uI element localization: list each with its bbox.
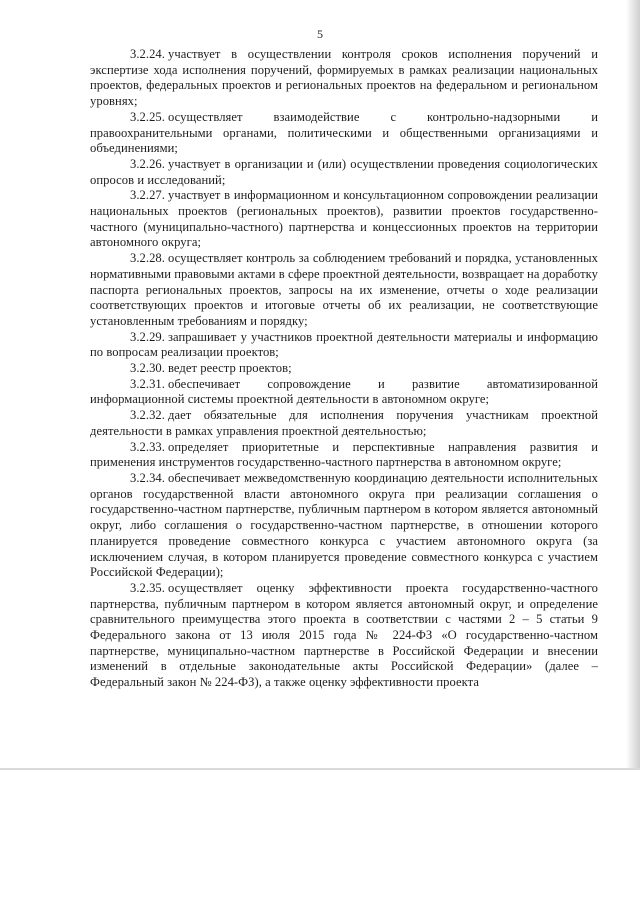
clause-text: осуществляет взаимодействие с контрольно-надзорными и правоохранительными органами, политическими и общественными организациями и объединениями; — [90, 109, 598, 156]
clause-text: дает обязательные для исполнения поручения участникам проектной деятельности в рамках управления проектной деятельностью; — [90, 408, 598, 438]
clause-number: 3.2.34. — [130, 470, 165, 485]
clause-text: осуществляет оценку эффективности проекта государственно-частного партнерства, публичным партнером в котором является автономный округ, и определение сравнительного преимущества этого проекта в соответствии с частями 2 – 5 статьи 9 Федерального закона от 13 июля 2015 года № 224-ФЗ «О государственно-частном партнерстве, муниципально-частном партнерстве в Российской Федерации и внесении изменений в отдельные законодательные акты Российской Федерации» (далее – Федеральный закон № 224-ФЗ), а также оценку эффективности проекта — [90, 580, 598, 690]
clause-number: 3.2.26. — [130, 156, 165, 171]
clause-text: определяет приоритетные и перспективные направления развития и применения инструментов государственно-частного партнерства в автономном округе; — [90, 439, 598, 470]
clause-number: 3.2.32. — [130, 408, 165, 423]
clause-3-2-35 — [90, 581, 598, 691]
clause-3-2-25 — [90, 110, 598, 157]
clause-text: запрашивает у участников проектной деятельности материалы и информацию по вопросам реализации проектов; — [90, 329, 598, 360]
clause-3-2-30 — [90, 361, 598, 377]
clause-text: участвует в организации и (или) осуществлении проведения социологических опросов и исследований; — [90, 156, 598, 187]
scan-bottom-edge — [0, 768, 640, 770]
clause-text: осуществляет контроль за соблюдением требований и порядка, установленных нормативными правовыми актами в сфере проектной деятельности, возвращает на доработку паспорта региональных проектов, запросы на их изменение, отчеты о ходе реализации соответствующих проектов и итоговые отчеты об их реализации, не соответствующие установленным требованиям и порядку; — [90, 251, 598, 328]
clause-3-2-26 — [90, 157, 598, 188]
clause-number: 3.2.35. — [130, 580, 165, 595]
clause-3-2-32 — [90, 408, 598, 439]
clause-3-2-29 — [90, 330, 598, 361]
clause-3-2-27 — [90, 188, 598, 251]
clause-number: 3.2.29. — [130, 329, 165, 344]
clause-number: 3.2.28. — [130, 251, 165, 266]
clause-text: обеспечивает сопровождение и развитие автоматизированной информационной системы проектной деятельности в автономном округе; — [90, 376, 598, 407]
clause-text: ведет реестр проектов; — [167, 361, 292, 376]
document-body — [90, 47, 598, 691]
clause-number: 3.2.27. — [130, 188, 165, 203]
clause-3-2-24 — [90, 47, 598, 110]
clause-3-2-33 — [90, 440, 598, 471]
clause-number: 3.2.31. — [130, 376, 165, 391]
page-number: 5 — [317, 27, 323, 41]
clause-3-2-34 — [90, 471, 598, 581]
clause-number: 3.2.24. — [130, 47, 165, 61]
clause-number: 3.2.25. — [130, 109, 165, 124]
clause-3-2-28 — [90, 251, 598, 330]
clause-text: участвует в осуществлении контроля сроков исполнения поручений и экспертизе хода исполнения поручений, формируемых в рамках реализации национальных проектов, федеральных проектов и региональных проектов на федеральном и региональном уровнях; — [90, 47, 598, 109]
clause-text: обеспечивает межведомственную координацию деятельности исполнительных органов государственной власти автономного округа при реализации соглашения о государственно-частном партнерстве, публичным партнером в котором является автономный округ, либо соглашения о государственно-частном партнерстве, в отношении которого планируется проведение совместного конкурса с участием автономного округа (за исключением случая, в котором планируется проведение совместного конкурса с участием Российской Федерации); — [90, 470, 598, 580]
scan-edge-shadow — [626, 0, 640, 770]
clause-number: 3.2.30. — [130, 361, 165, 376]
clause-text: участвует в информационном и консультационном сопровождении реализации национальных проектов (региональных проектов), развитии проектов государственно-частного (муниципально-частного) партнерства и концессионных проектов на территории автономного округа; — [90, 188, 598, 250]
clause-3-2-31 — [90, 377, 598, 408]
clause-number: 3.2.33. — [130, 439, 165, 454]
